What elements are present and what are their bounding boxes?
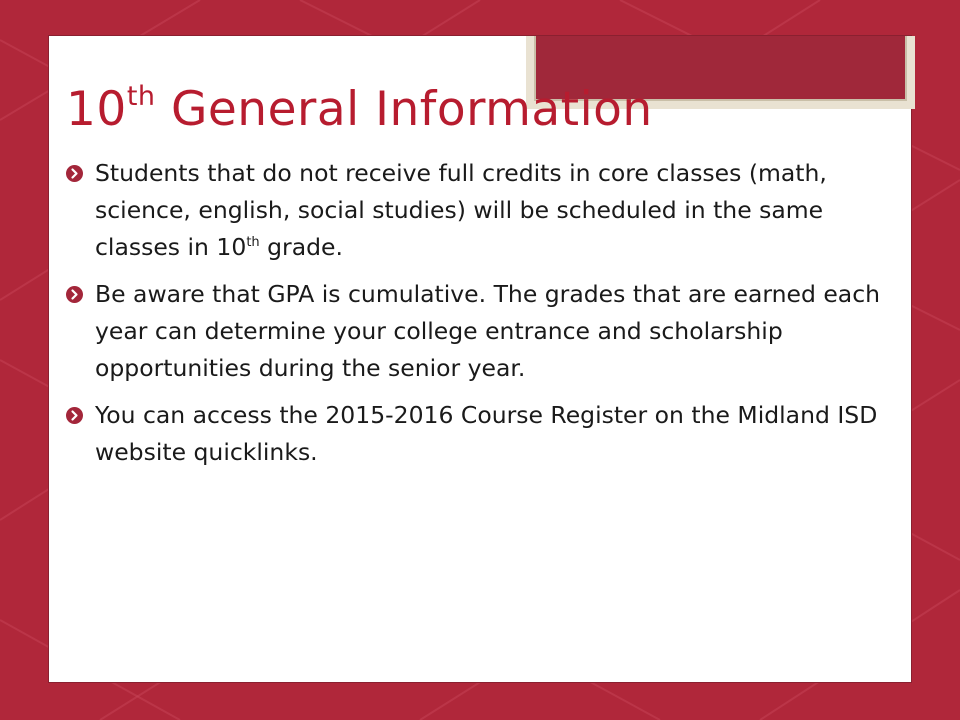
- chevron-right-circle-icon: [66, 165, 83, 182]
- title-superscript: th: [126, 81, 156, 112]
- bullet-item-credits: [66, 155, 911, 266]
- chevron-right-circle-icon: [66, 286, 83, 303]
- bullet-text: Be aware that GPA is cumulative. The grades that are earned each year can determine your college entrance and scholarship opportunities during the senior year.: [95, 280, 881, 382]
- bullet-superscript: th: [246, 235, 260, 250]
- chevron-right-circle-icon: [66, 407, 83, 424]
- bullet-item-course-register: [66, 397, 911, 471]
- title-prefix: 10: [66, 82, 127, 137]
- bullet-text: You can access the 2015-2016 Course Register on the Midland ISD website quicklinks.: [95, 401, 878, 466]
- slide-title: [66, 82, 653, 137]
- bullet-text: Students that do not receive full credits in core classes (math, science, english, social studies) will be scheduled in the same classes in 10: [95, 159, 827, 261]
- bullet-list: [66, 155, 911, 481]
- title-main: General Information: [155, 82, 653, 137]
- bullet-item-gpa: [66, 276, 911, 387]
- bullet-text-end: grade.: [259, 233, 343, 261]
